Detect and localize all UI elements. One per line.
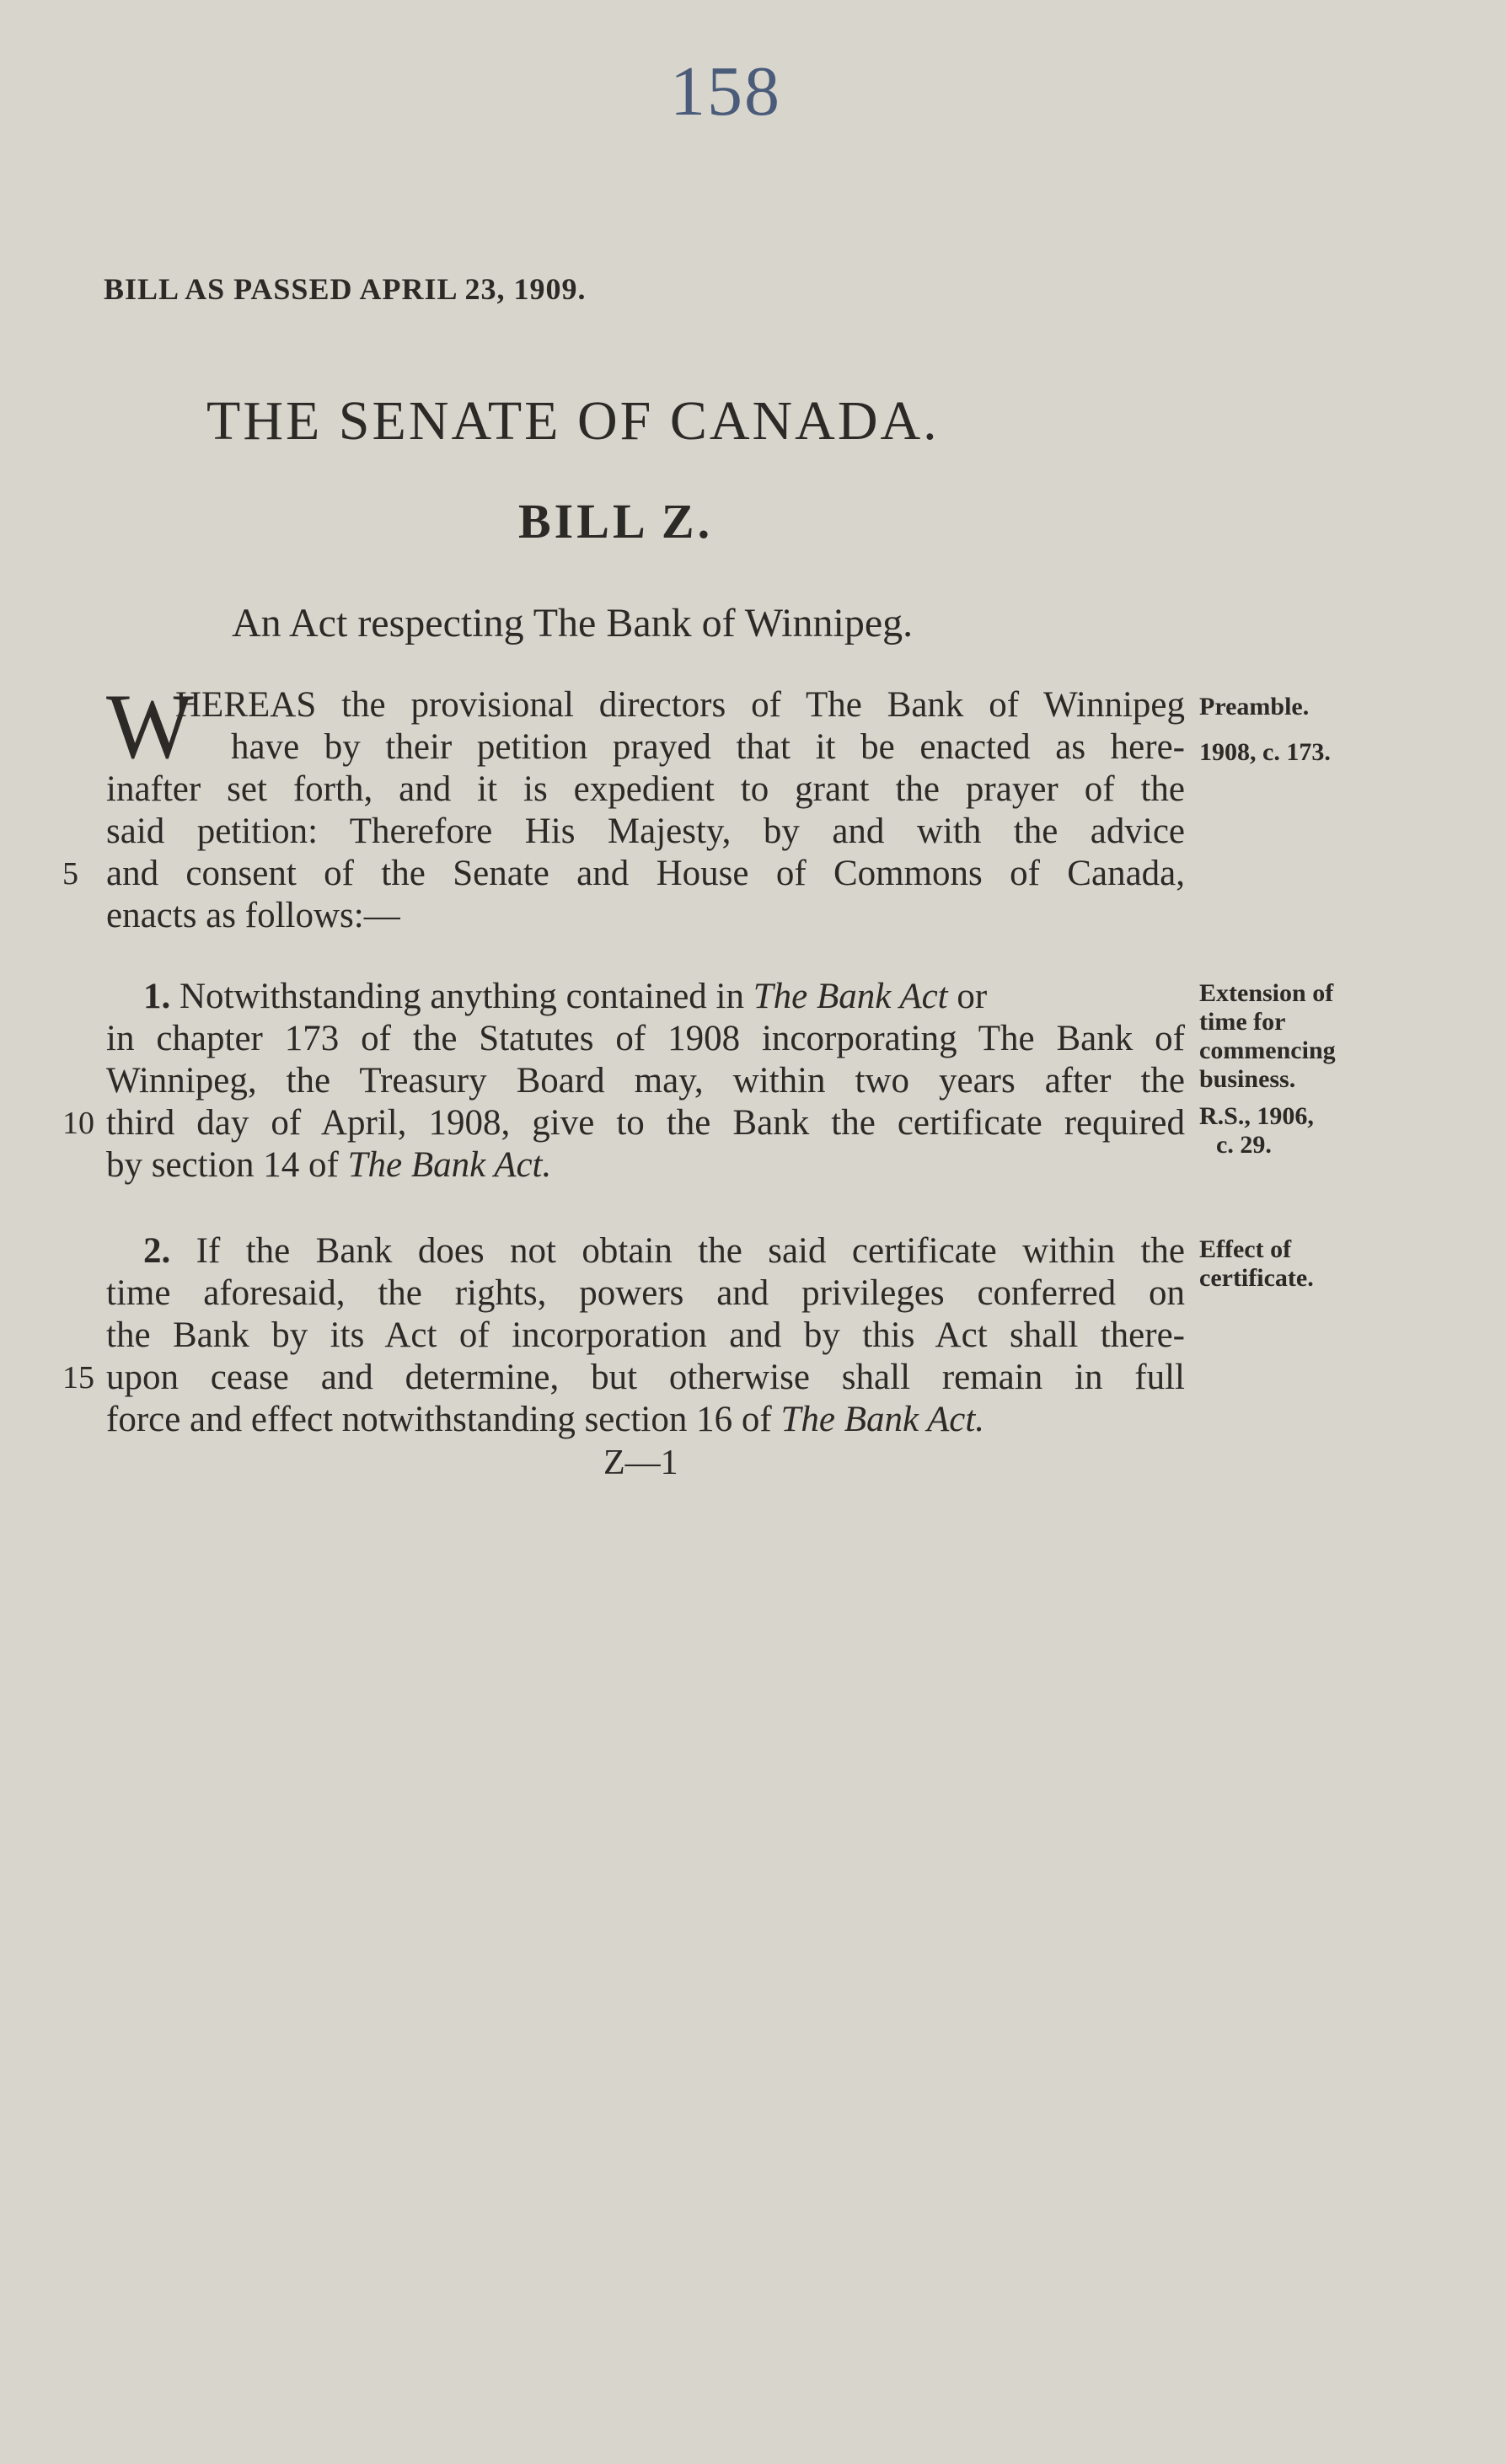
- preamble-line: HEREAS the provisional directors of The Bank of Winnipeg: [175, 685, 1185, 725]
- bill-heading: BILL Z.: [518, 494, 714, 549]
- margin-note-line: business.: [1199, 1065, 1296, 1093]
- margin-note-line: R.S., 1906,: [1199, 1102, 1314, 1130]
- section-line: [106, 1230, 1185, 1272]
- section-line: [62, 1102, 1185, 1144]
- section-text: third day of April, 1908, give to the Bank the certificate required: [106, 1103, 1185, 1143]
- section-text: upon cease and determine, but otherwise shall remain in full: [106, 1358, 1185, 1397]
- section-line: [62, 1357, 1185, 1399]
- margin-note-preamble: Preamble.: [1199, 693, 1310, 720]
- section-text: If the Bank does not obtain the said certificate within the: [196, 1231, 1186, 1271]
- preamble-line-text: and consent of the Senate and House of Commons of Canada,: [106, 854, 1185, 893]
- margin-note-effect: [1199, 1235, 1314, 1293]
- bill-code-footer: Z—1: [603, 1444, 678, 1482]
- statute-reference: The Bank Act.: [347, 1145, 552, 1185]
- margin-note-extension: [1199, 979, 1336, 1094]
- statute-reference: The Bank Act: [753, 977, 948, 1016]
- section-text: by section 14 of: [106, 1145, 348, 1185]
- section-line: in chapter 173 of the Statutes of 1908 incorporating The Bank of: [106, 1019, 1185, 1058]
- line-number: 5: [62, 856, 78, 892]
- preamble-line: [62, 853, 1185, 895]
- preamble: [62, 675, 1185, 937]
- preamble-line: have by their petition prayed that it be enacted as here-: [231, 727, 1185, 767]
- section-text: or: [947, 977, 988, 1016]
- margin-note-rs-reference: [1199, 1102, 1314, 1160]
- section-line: the Bank by its Act of incorporation and by this Act shall there-: [106, 1315, 1185, 1355]
- preamble-dropcap: W: [106, 675, 194, 778]
- section-line: [106, 1399, 1185, 1441]
- section-line: time aforesaid, the rights, powers and privileges conferred on: [106, 1273, 1185, 1313]
- preamble-line: inafter set forth, and it is expedient to grant the prayer of the: [106, 769, 1185, 809]
- preamble-line: said petition: Therefore His Majesty, by and with the advice: [106, 812, 1185, 851]
- preamble-line: enacts as follows:—: [106, 896, 400, 935]
- section-line: [106, 1144, 1185, 1186]
- act-title: An Act respecting The Bank of Winnipeg.: [232, 601, 914, 645]
- section-line: Winnipeg, the Treasury Board may, within two years after the: [106, 1061, 1185, 1101]
- section-number: 2.: [143, 1231, 171, 1271]
- section-text: Notwithstanding anything contained in: [180, 977, 753, 1016]
- line-number: 15: [62, 1360, 94, 1395]
- margin-note-line: time for: [1199, 1008, 1286, 1036]
- margin-note-line: commencing: [1199, 1036, 1336, 1064]
- section-1: [62, 976, 1185, 1186]
- section-text: force and effect notwithstanding section 16 of: [106, 1400, 781, 1439]
- senate-heading: THE SENATE OF CANADA.: [206, 390, 940, 452]
- statute-reference: The Bank Act.: [780, 1400, 985, 1439]
- margin-note-line: c. 29.: [1216, 1131, 1272, 1159]
- margin-note-line: Extension of: [1199, 979, 1334, 1007]
- margin-note-reference: 1908, c. 173.: [1199, 738, 1331, 766]
- margin-note-line: Effect of: [1199, 1235, 1292, 1263]
- page-number-stamp: 158: [670, 52, 781, 131]
- section-line: [106, 976, 1185, 1018]
- section-number: 1.: [143, 977, 171, 1016]
- margin-note-line: certificate.: [1199, 1264, 1314, 1292]
- bill-passed-line: BILL AS PASSED APRIL 23, 1909.: [104, 272, 587, 306]
- section-2: [62, 1230, 1186, 1441]
- line-number: 10: [62, 1106, 94, 1141]
